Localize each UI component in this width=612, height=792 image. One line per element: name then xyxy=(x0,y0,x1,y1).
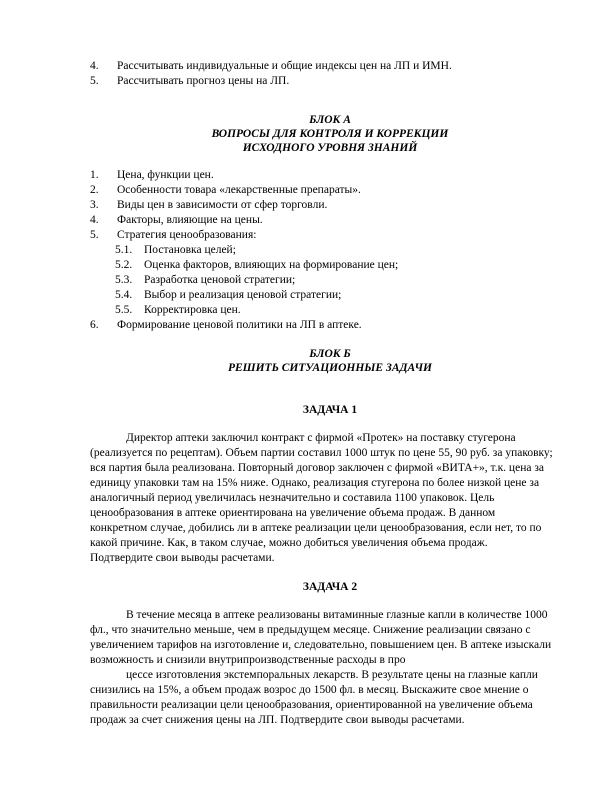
sub-list-number: 5.1. xyxy=(115,244,133,256)
task1-line: какой причине. Как, в таком случае, можно добиться увеличения объема продаж. xyxy=(90,537,488,549)
sub-list-text: Выбор и реализация ценовой стратегии; xyxy=(144,289,342,301)
block-a-subtitle-line1: ВОПРОСЫ ДЛЯ КОНТРОЛЯ И КОРРЕКЦИИ xyxy=(211,128,449,140)
list-number: 1. xyxy=(90,169,99,181)
task1-line: Директор аптеки заключил контракт с фирмой «Протек» на поставку стугерона xyxy=(126,432,516,444)
list-text: Виды цен в зависимости от сфер торговли. xyxy=(117,199,328,211)
task1-line: ценообразования в аптеке ориентирована на увеличение объема продаж. В данном xyxy=(90,507,496,519)
task2-text xyxy=(90,608,576,728)
sub-list-text: Корректировка цен. xyxy=(144,304,241,316)
sub-list-number: 5.4. xyxy=(115,289,133,301)
list-number: 4. xyxy=(90,214,99,226)
task1-line: Подтвердите свои выводы расчетами. xyxy=(90,552,275,564)
list-text: Стратегия ценообразования: xyxy=(117,229,257,241)
block-b-subtitle: РЕШИТЬ СИТУАЦИОННЫЕ ЗАДАЧИ xyxy=(227,362,433,374)
task2-line: увеличением тарифов на изготовление и, следовательно, повышением цен. В аптеке изыскали xyxy=(90,639,552,651)
list-text: Факторы, влияющие на цены. xyxy=(117,214,263,226)
task2-line: правильности реализации цели ценообразования, ориентированной на увеличение объема xyxy=(90,699,533,711)
sub-list-number: 5.2. xyxy=(115,259,133,271)
task2-line: цессе изготовления экстемпоральных лекарств. В результате цены на глазные капли xyxy=(126,669,538,681)
sub-list-text: Оценка факторов, влияющих на формирование цен; xyxy=(144,259,399,271)
task1-line: аналогичный период увеличилась незначительно и составила 1100 упаковок. Цель xyxy=(90,492,495,504)
block-b-title: БЛОК Б xyxy=(309,348,351,360)
task1-text xyxy=(90,431,576,566)
task2-title: ЗАДАЧА 2 xyxy=(302,581,358,593)
block-a-title: БЛОК А xyxy=(309,114,351,126)
sub-list-number: 5.5. xyxy=(115,304,133,316)
task1-line: (реализуется по рецептам). Объем партии составил 1000 штук по цене 55, 90 руб. за упаковку; xyxy=(90,447,553,459)
task2-line: продаж за счет снижения цены на ЛП. Подтвердите свои выводы расчетами. xyxy=(90,714,465,726)
sub-list-number: 5.3. xyxy=(115,274,133,286)
list-text: Особенности товара «лекарственные препараты». xyxy=(117,184,361,196)
task2-line: возможность и снизили внутрипроизводственные расходы в про xyxy=(90,654,406,666)
sub-list-text: Разработка ценовой стратегии; xyxy=(144,274,296,286)
task1-line: конкретном случае, добились ли в аптеке реализации цели ценообразования, если нет, то по xyxy=(90,522,542,534)
list-text: Цена, функции цен. xyxy=(117,169,214,181)
block-a-subtitle-line2: ИСХОДНОГО УРОВНЯ ЗНАНИЙ xyxy=(242,142,418,154)
list-text: Рассчитывать индивидуальные и общие индексы цен на ЛП и ИМН. xyxy=(117,60,452,72)
task2-line: снизились на 15%, а объем продаж возрос до 1500 фл. в месяц. Выскажите свое мнение о xyxy=(90,684,529,696)
list-number: 3. xyxy=(90,199,99,211)
task2-line: фл., что значительно меньше, чем в предыдущем месяце. Снижение реализации связано с xyxy=(90,624,531,636)
task2-line: В течение месяца в аптеке реализованы витаминные глазные капли в количестве 1000 xyxy=(126,609,548,621)
list-number: 5. xyxy=(90,75,99,87)
list-number: 4. xyxy=(90,60,99,72)
list-number: 5. xyxy=(90,229,99,241)
list-number: 6. xyxy=(90,319,99,331)
task1-line: единицу упаковки там на 15% ниже. Однако, реализация стугерона по более низкой цене за xyxy=(90,477,540,489)
task1-line: вся партия была реализована. Повторный договор заключен с фирмой «ВИТА+», т.к. цена за xyxy=(90,462,544,474)
list-text: Рассчитывать прогноз цены на ЛП. xyxy=(117,75,290,87)
list-text: Формирование ценовой политики на ЛП в аптеке. xyxy=(117,319,362,331)
task1-title: ЗАДАЧА 1 xyxy=(302,404,358,416)
list-number: 2. xyxy=(90,184,99,196)
sub-list-text: Постановка целей; xyxy=(144,244,236,256)
